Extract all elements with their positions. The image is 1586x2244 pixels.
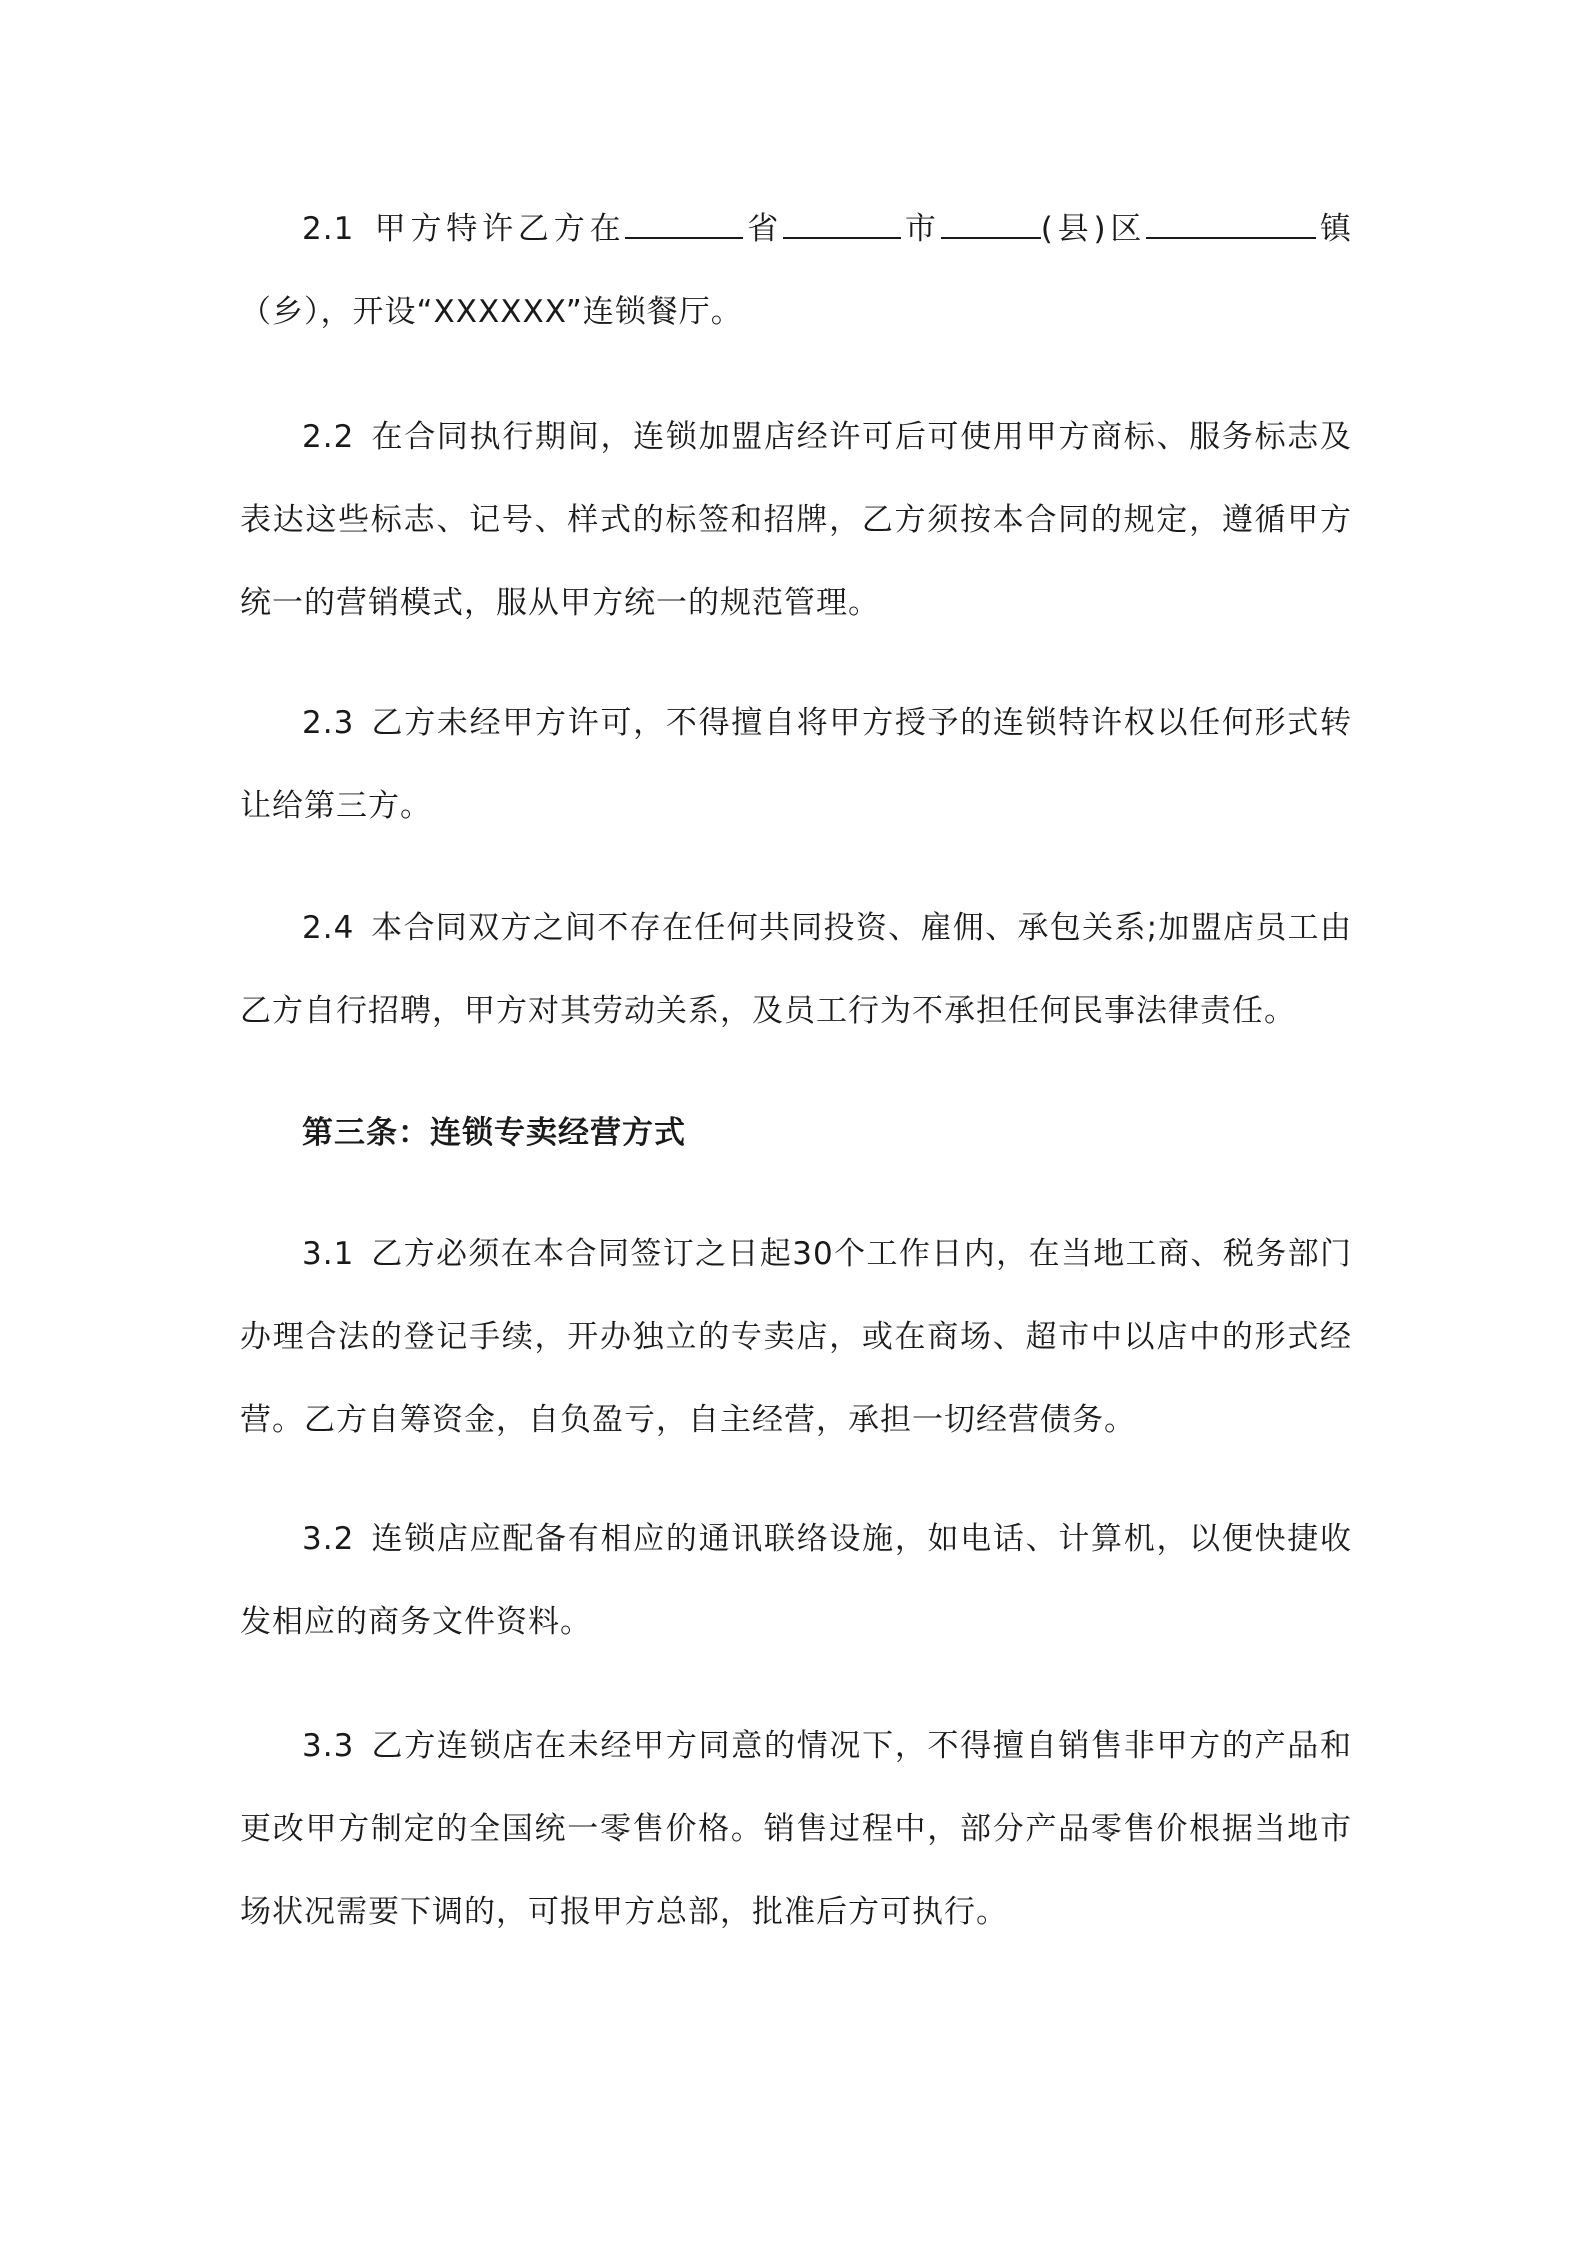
- clause-text: 省: [743, 211, 784, 247]
- clause-number: 3.3: [302, 1728, 355, 1764]
- clause-2-1: [240, 188, 1352, 354]
- clause-text: 市: [901, 211, 941, 247]
- clause-2-3: [240, 682, 1352, 848]
- clause-number: 3.1: [302, 1236, 355, 1272]
- district-blank: [1146, 207, 1316, 239]
- clause-3-3: [240, 1705, 1352, 1954]
- clause-number: 2.3: [302, 705, 355, 741]
- county-blank: [941, 207, 1041, 239]
- clause-number: 2.1: [302, 211, 355, 247]
- clause-3-2: [240, 1498, 1352, 1664]
- province-blank: [625, 207, 743, 239]
- clause-2-2: [240, 396, 1352, 645]
- clause-number: 2.4: [302, 910, 355, 946]
- clause-2-4: [240, 887, 1352, 1053]
- clause-text: 甲方特许乙方在: [370, 211, 626, 247]
- clause-text: 乙方连锁店在未经甲方同意的情况下，不得擅自销售非甲方的产品和更改甲方制定的全国统一零售价格。销售过程中，部分产品零售价根据当地市场状况需要下调的，可报甲方总部，批准后方可执行。: [240, 1728, 1352, 1930]
- clause-number: 3.2: [302, 1521, 355, 1557]
- article-3-heading: 第三条：连锁专卖经营方式: [302, 1115, 686, 1151]
- clause-text: 乙方未经甲方许可，不得擅自将甲方授予的连锁特许权以任何形式转让给第三方。: [240, 705, 1352, 824]
- clause-text: 连锁店应配备有相应的通讯联络设施，如电话、计算机，以便快捷收发相应的商务文件资料。: [240, 1521, 1352, 1640]
- clause-number: 2.2: [302, 419, 355, 455]
- clause-text: 乙方必须在本合同签订之日起30个工作日内，在当地工商、税务部门办理合法的登记手续，开办独立的专卖店，或在商场、超市中以店中的形式经营。乙方自筹资金，自负盈亏，自主经营，承担一切经营债务。: [240, 1236, 1352, 1438]
- clause-text: 镇（乡），开设“XXXXXX”连锁餐厅。: [240, 211, 1353, 330]
- clause-text: 本合同双方之间不存在任何共同投资、雇佣、承包关系;加盟店员工由乙方自行招聘，甲方对其劳动关系，及员工行为不承担任何民事法律责任。: [240, 910, 1352, 1029]
- city-blank: [783, 207, 901, 239]
- clause-text: (县)区: [1040, 211, 1147, 247]
- clause-text: 在合同执行期间，连锁加盟店经许可后可使用甲方商标、服务标志及表达这些标志、记号、样式的标签和招牌，乙方须按本合同的规定，遵循甲方统一的营销模式，服从甲方统一的规范管理。: [240, 419, 1352, 621]
- clause-3-1: [240, 1213, 1352, 1462]
